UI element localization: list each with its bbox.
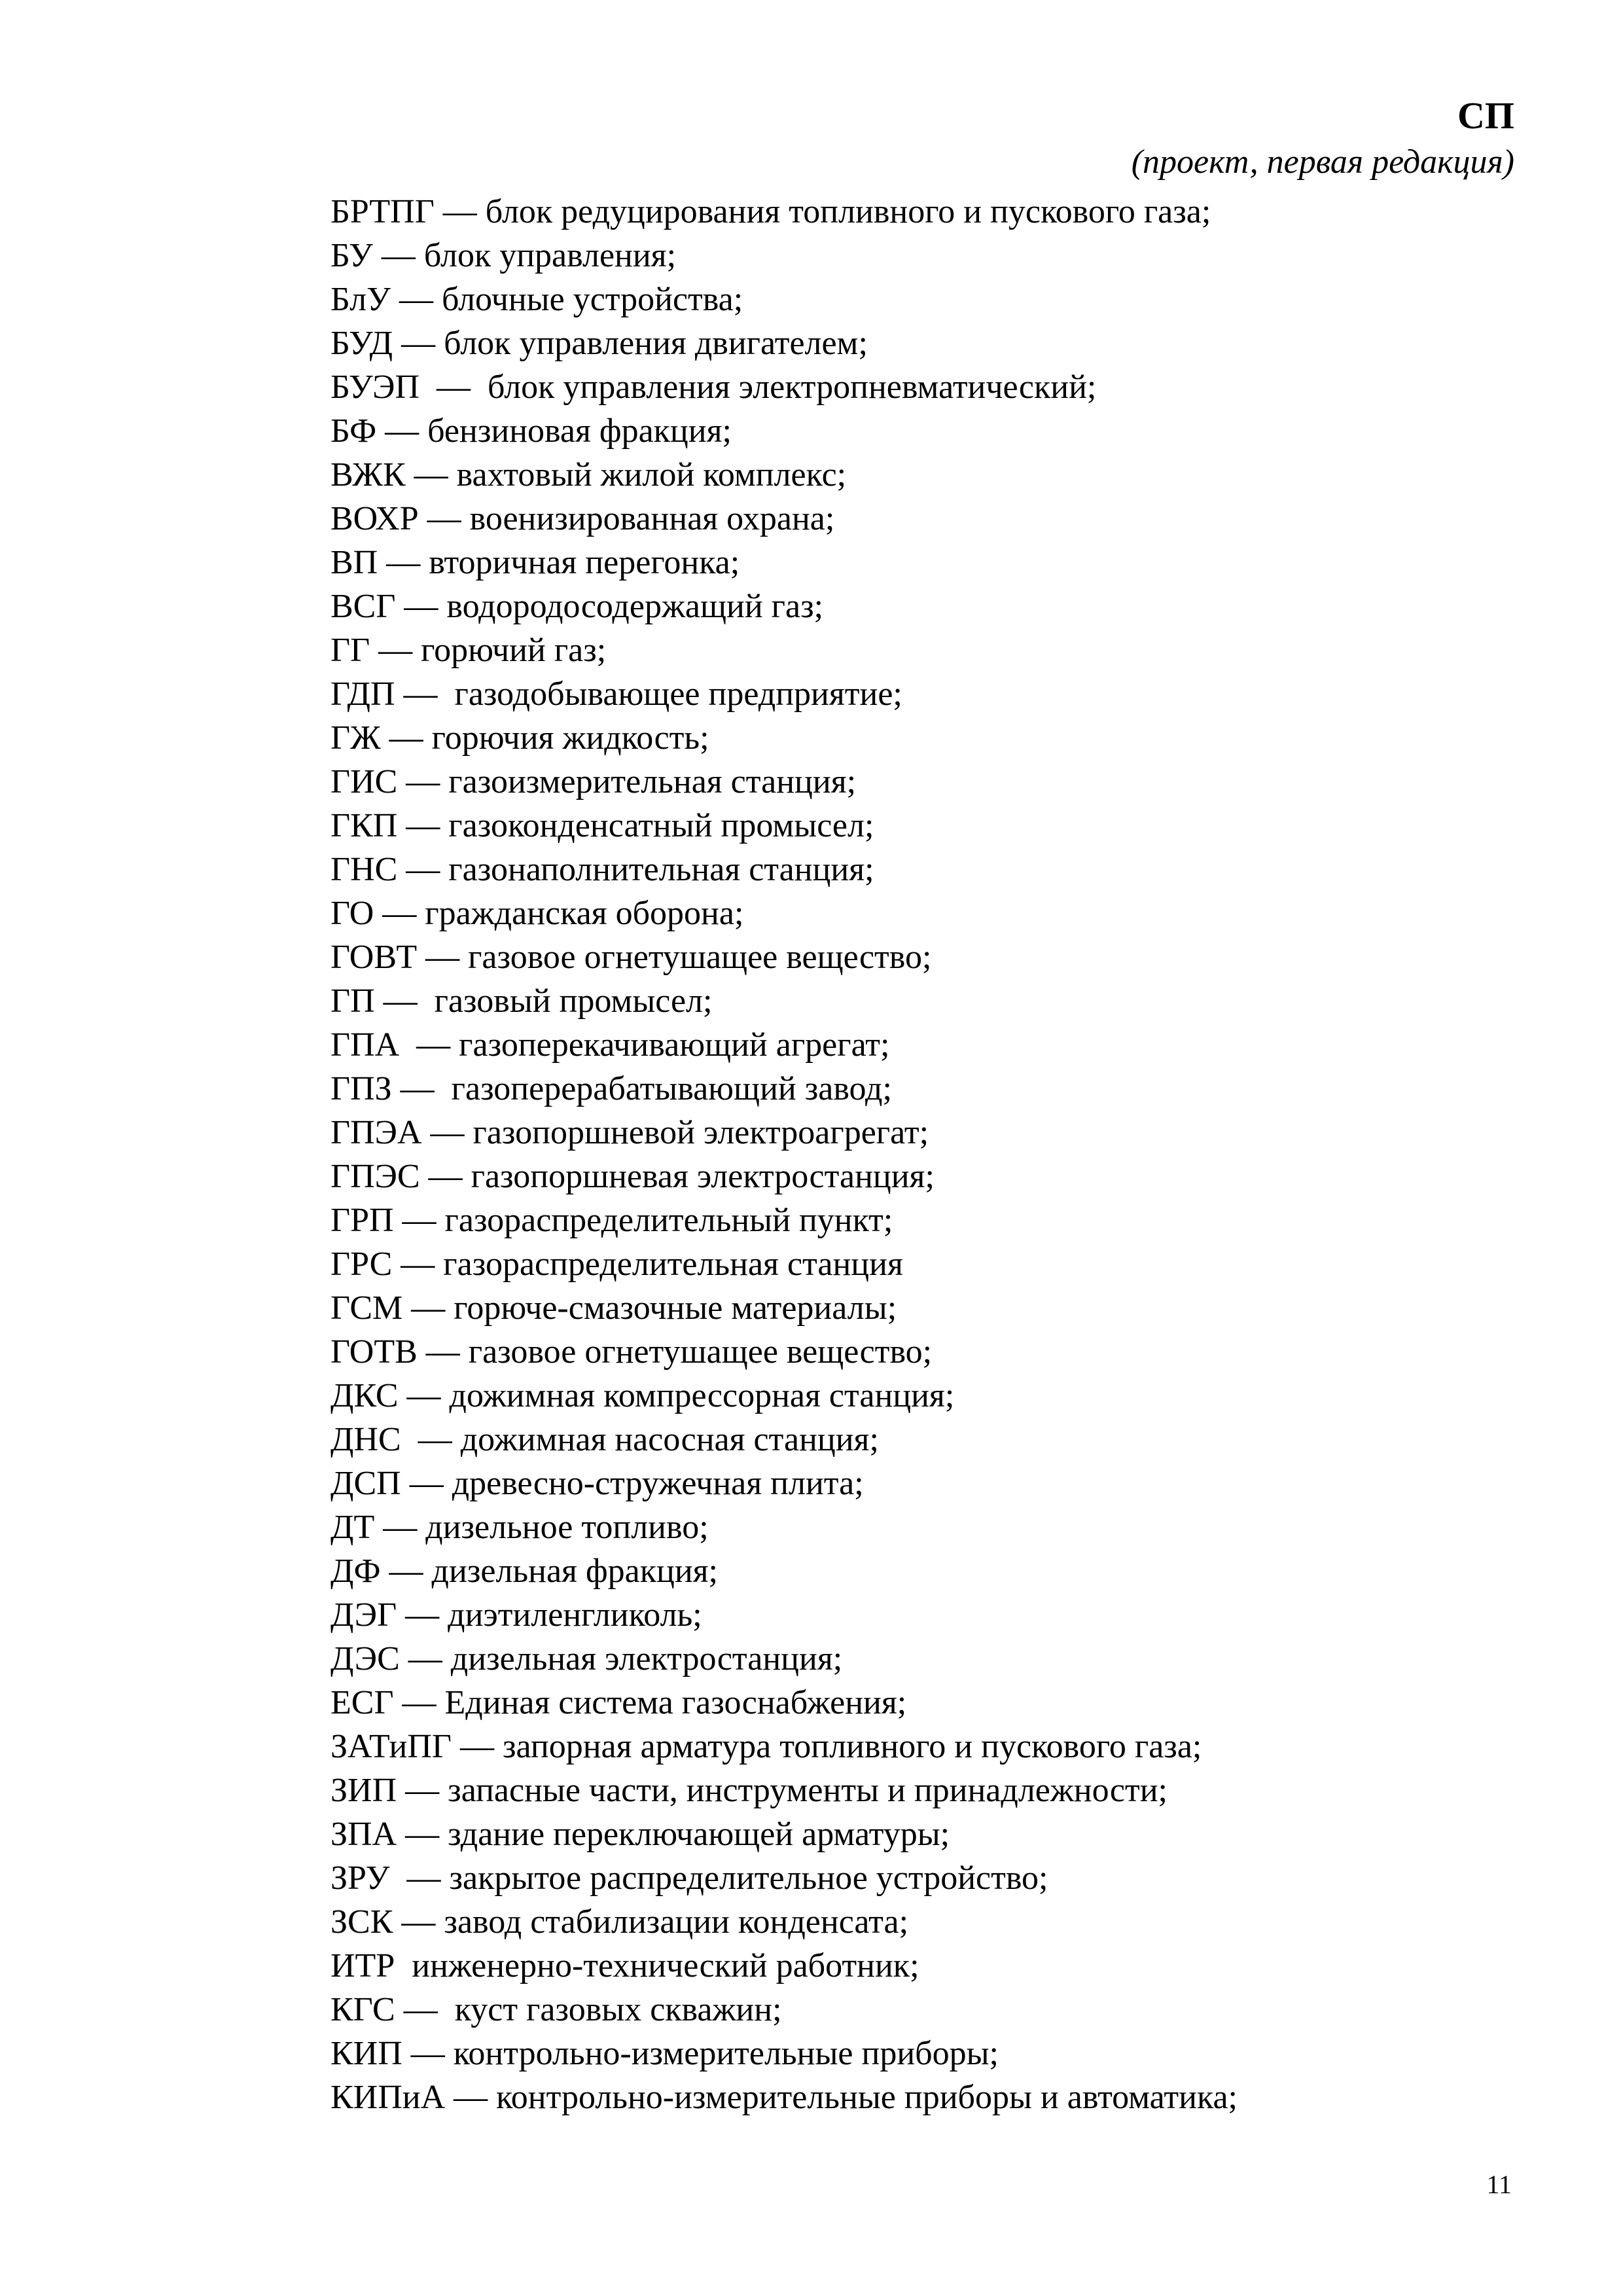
abbreviation-item: ГГ — горючий газ; xyxy=(330,632,607,669)
abbreviation-item: ЗИП — запасные части, инструменты и принадлежности; xyxy=(330,1772,1168,1809)
abbreviation-item: ГОВТ — газовое огнетушащее вещество; xyxy=(330,939,932,976)
abbreviation-item: ГРП — газораспределительный пункт; xyxy=(330,1202,893,1239)
abbreviation-item: ГП — газовый промысел; xyxy=(330,982,713,1020)
abbreviation-item: КИПиА — контрольно-измерительные приборы и автоматика; xyxy=(330,2079,1238,2116)
abbreviation-item: КИП — контрольно-измерительные приборы; xyxy=(330,2035,999,2072)
abbreviation-item: ГОТВ — газовое огнетушащее вещество; xyxy=(330,1333,933,1371)
abbreviation-item: ГСМ — горюче-смазочные материалы; xyxy=(330,1289,897,1327)
abbreviation-item: ДНС — дожимная насосная станция; xyxy=(330,1421,879,1458)
abbreviation-item: ВСГ — водородосодержащий газ; xyxy=(330,588,824,625)
abbreviation-item: ГКП — газоконденсатный промысел; xyxy=(330,807,874,844)
abbreviation-item: ГЖ — горючия жидкость; xyxy=(330,719,709,757)
abbreviation-item: ЗПА — здание переключающей арматуры; xyxy=(330,1816,950,1853)
abbreviation-item: БУ — блок управления; xyxy=(330,237,677,274)
abbreviation-item: ИТР инженерно-технический работник; xyxy=(330,1947,919,1984)
abbreviation-item: ДЭГ — диэтиленгликоль; xyxy=(330,1596,702,1634)
abbreviation-item: ВП — вторичная перегонка; xyxy=(330,544,740,581)
abbreviation-item: ДТ — дизельное топливо; xyxy=(330,1509,709,1546)
document-code: СП xyxy=(1457,94,1514,137)
abbreviation-item: ДЭС — дизельная электростанция; xyxy=(330,1640,843,1677)
abbreviation-item: БлУ — блочные устройства; xyxy=(330,281,743,318)
page-number: 11 xyxy=(1486,2170,1512,2199)
abbreviation-list xyxy=(330,190,1238,2119)
abbreviation-item: ЗАТиПГ — запорная арматура топливного и пускового газа; xyxy=(330,1728,1202,1765)
abbreviation-item: ГНС — газонаполнительная станция; xyxy=(330,851,874,888)
abbreviation-item: БУЭП — блок управления электропневматический; xyxy=(330,368,1097,406)
document-status: (проект, первая редакция) xyxy=(1131,143,1514,181)
abbreviation-item: ГПЭС — газопоршневая электростанция; xyxy=(330,1158,935,1195)
abbreviation-item: ВЖК — вахтовый жилой комплекс; xyxy=(330,456,847,493)
abbreviation-item: БФ — бензиновая фракция; xyxy=(330,412,732,450)
abbreviation-item: ЗРУ — закрытое распределительное устройство; xyxy=(330,1859,1048,1897)
abbreviation-item: ЗСК — завод стабилизации конденсата; xyxy=(330,1903,909,1941)
abbreviation-item: ДСП — древесно-стружечная плита; xyxy=(330,1465,864,1502)
abbreviation-item: БУД — блок управления двигателем; xyxy=(330,325,868,362)
abbreviation-item: ВОХР — военизированная охрана; xyxy=(330,500,835,537)
abbreviation-item: ГПА — газоперекачивающий агрегат; xyxy=(330,1026,890,1064)
abbreviation-item: КГС — куст газовых скважин; xyxy=(330,1991,782,2028)
abbreviation-item: ГПЭА — газопоршневой электроагрегат; xyxy=(330,1114,929,1151)
abbreviation-item: БРТПГ — блок редуцирования топливного и пускового газа; xyxy=(330,193,1211,230)
abbreviation-item: ГИС — газоизмерительная станция; xyxy=(330,763,857,800)
abbreviation-item: ЕСГ — Единая система газоснабжения; xyxy=(330,1684,907,1721)
abbreviation-item: ДФ — дизельная фракция; xyxy=(330,1552,719,1590)
abbreviation-item: ГРС — газораспределительная станция xyxy=(330,1246,903,1283)
abbreviation-item: ГО — гражданская оборона; xyxy=(330,895,744,932)
abbreviation-item: ГПЗ — газоперерабатывающий завод; xyxy=(330,1070,892,1107)
abbreviation-item: ДКС — дожимная компрессорная станция; xyxy=(330,1377,955,1414)
abbreviation-item: ГДП — газодобывающее предприятие; xyxy=(330,675,902,713)
